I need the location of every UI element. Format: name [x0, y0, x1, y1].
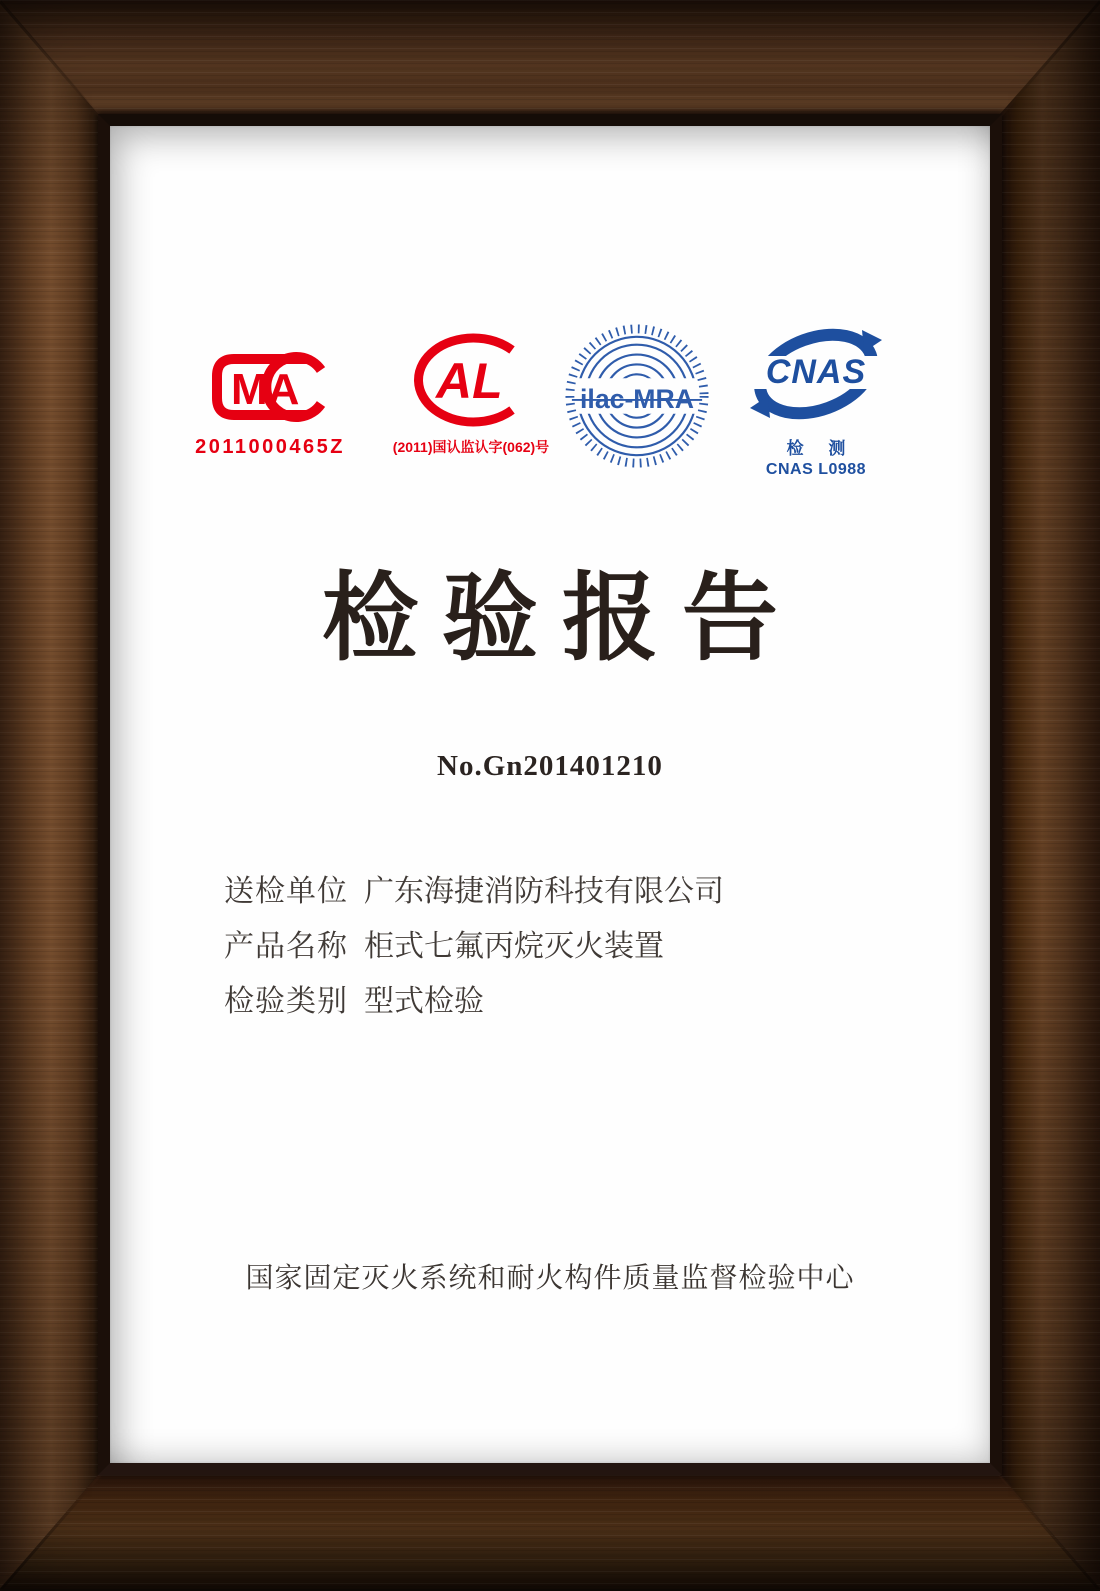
cal-accreditation-mark: [378, 332, 564, 457]
ilac-mra-accreditation-mark: [562, 322, 712, 470]
cma-certificate-number: 2011000465Z: [195, 436, 345, 458]
ilac-mra-label: ilac-MRA: [580, 383, 694, 414]
cma-logo-icon: [208, 350, 332, 424]
cma-accreditation-mark: [194, 350, 346, 459]
frame-bar-bottom: [0, 1475, 1100, 1589]
cnas-caption-chinese: 检 测: [786, 439, 856, 458]
cal-logo-icon: [408, 332, 534, 428]
issuing-organization: 国家固定灭火系统和耐火构件质量监督检验中心: [245, 1262, 855, 1293]
field-label: 送检单位: [224, 875, 348, 908]
cnas-accreditation-mark: [744, 326, 888, 479]
field-label: 产品名称: [224, 930, 348, 963]
cnas-letters: CNAS: [765, 353, 867, 391]
certificate-page: [110, 126, 990, 1463]
frame-bar-top: [0, 0, 1100, 114]
ilac-mra-stamp-icon: [563, 322, 711, 470]
field-value: 广东海捷消防科技有限公司: [364, 875, 724, 908]
report-title: 检验报告: [322, 565, 802, 672]
field-row-inspection-category: [224, 986, 724, 1018]
cma-letters: MA: [231, 365, 300, 414]
frame-bar-right: [1000, 0, 1100, 1589]
field-value: 型式检验: [364, 985, 484, 1018]
field-value: 柜式七氟丙烷灭火装置: [364, 930, 664, 963]
cal-letters: AL: [436, 353, 503, 409]
cnas-lab-number: CNAS L0988: [765, 461, 867, 478]
field-row-submitting-unit: [224, 876, 724, 908]
cnas-logo-icon: [750, 326, 882, 430]
cal-certificate-number: (2011)国认监认字(062)号: [392, 439, 550, 455]
field-row-product-name: [224, 931, 724, 963]
report-number: No.Gn201401210: [437, 750, 663, 782]
field-label: 检验类别: [224, 985, 348, 1018]
frame-bar-left: [0, 0, 98, 1589]
certificate-fields: [224, 876, 724, 1018]
